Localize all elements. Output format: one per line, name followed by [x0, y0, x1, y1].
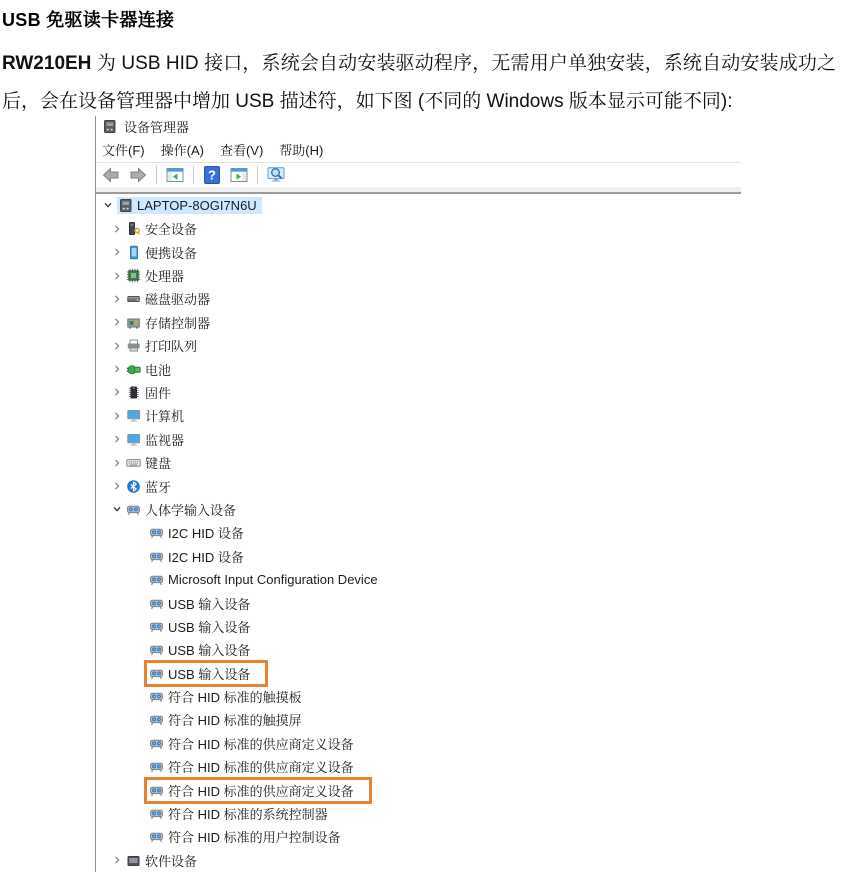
tree-item-label: 符合 HID 标准的系统控制器: [168, 807, 328, 823]
tree-item[interactable]: [96, 311, 741, 334]
storage-controller-icon: [126, 315, 141, 330]
tree-item-label: 监视器: [145, 432, 185, 448]
tree-item-label: 符合 HID 标准的供应商定义设备: [168, 736, 354, 752]
forward-arrow-icon[interactable]: [126, 164, 150, 186]
chevron-right-icon[interactable]: [112, 247, 122, 257]
highlight-box: [144, 660, 268, 687]
tree-item[interactable]: [96, 240, 741, 263]
hid-icon: [149, 666, 164, 681]
tree-item[interactable]: [96, 498, 741, 521]
tree-item[interactable]: [96, 685, 741, 708]
hid-icon: [149, 736, 164, 751]
chevron-right-icon[interactable]: [112, 481, 122, 491]
chevron-spacer: [135, 809, 145, 819]
device-manager-icon: [102, 119, 117, 134]
device-manager-window: [95, 116, 741, 872]
tree-item-label: 人体学输入设备: [145, 502, 237, 518]
chevron-spacer: [135, 551, 145, 561]
chevron-spacer: [135, 762, 145, 772]
chevron-right-icon[interactable]: [112, 294, 122, 304]
tree-item[interactable]: [96, 194, 741, 217]
tree-item-label: 便携设备: [145, 245, 198, 261]
tree-item-label: LAPTOP-8OGI7N6U: [137, 197, 257, 213]
window-titlebar: [96, 116, 741, 138]
tree-item-label: 固件: [145, 385, 172, 401]
chevron-right-icon[interactable]: [112, 855, 122, 865]
hid-icon: [149, 549, 164, 564]
chevron-right-icon[interactable]: [112, 317, 122, 327]
tree-item-label: 安全设备: [145, 222, 198, 238]
page-title: USB 免驱读卡器连接: [2, 10, 175, 30]
chevron-right-icon[interactable]: [112, 434, 122, 444]
chevron-spacer: [135, 621, 145, 631]
hid-icon: [149, 572, 164, 587]
tree-item[interactable]: [96, 474, 741, 497]
keyboard-icon: [126, 455, 141, 470]
hid-icon: [126, 502, 141, 517]
chevron-right-icon[interactable]: [112, 224, 122, 234]
hid-icon: [149, 806, 164, 821]
portable-device-icon: [126, 245, 141, 260]
console-tree-icon[interactable]: [163, 164, 187, 186]
tree-item[interactable]: [96, 521, 741, 544]
toolbar-separator: [257, 166, 258, 184]
help-icon[interactable]: [200, 164, 224, 186]
action-pane-icon[interactable]: [227, 164, 251, 186]
tree-item-label: 存储控制器: [145, 315, 211, 331]
chevron-right-icon[interactable]: [112, 411, 122, 421]
tree-item-label: 软件设备: [145, 853, 198, 869]
hid-icon: [149, 596, 164, 611]
chevron-down-icon[interactable]: [112, 504, 122, 514]
tree-item-label: USB 输入设备: [168, 596, 251, 612]
menu-item[interactable]: 操作(A): [160, 143, 204, 159]
tree-item[interactable]: [96, 451, 741, 474]
tree-item[interactable]: [96, 849, 741, 872]
tree-item-label: 计算机: [145, 409, 185, 425]
highlight-box: [144, 777, 372, 804]
body-paragraph: [2, 45, 836, 121]
tree-item-label: USB 输入设备: [168, 643, 251, 659]
paragraph-text: 为 USB HID 接口，系统会自动安装驱动程序，无需用户单独安装，系统自动安装成功之后，会在设备管理器中增加 USB 描述符，如下图 (不同的 Windows 版本显示可能不同):: [2, 53, 836, 112]
tree-item-label: I2C HID 设备: [168, 549, 244, 565]
chevron-right-icon[interactable]: [112, 364, 122, 374]
scan-hardware-icon[interactable]: [264, 164, 288, 186]
chevron-spacer: [135, 738, 145, 748]
chevron-spacer: [135, 832, 145, 842]
chevron-right-icon[interactable]: [112, 341, 122, 351]
hid-icon: [149, 783, 164, 798]
processor-icon: [126, 268, 141, 283]
toolbar: [96, 162, 741, 187]
hid-icon: [149, 525, 164, 540]
tree-item[interactable]: [96, 755, 741, 778]
tree-item[interactable]: [96, 825, 741, 848]
menu-item[interactable]: 文件(F): [102, 143, 145, 159]
tree-item[interactable]: [96, 591, 741, 614]
tree-item[interactable]: [96, 615, 741, 638]
tree-item[interactable]: [96, 381, 741, 404]
menu-item[interactable]: 查看(V): [219, 143, 264, 159]
tree-item-label: 符合 HID 标准的供应商定义设备: [168, 760, 354, 776]
chevron-spacer: [135, 692, 145, 702]
menu-item[interactable]: 帮助(H): [279, 143, 324, 159]
hid-icon: [149, 712, 164, 727]
printer-icon: [126, 338, 141, 353]
selected-highlight: [117, 197, 262, 214]
svg-text:?: ?: [208, 167, 216, 183]
tree-item[interactable]: [96, 428, 741, 451]
toolbar-separator: [193, 166, 194, 184]
tree-item-label: 符合 HID 标准的触摸屏: [168, 713, 302, 729]
disk-drive-icon: [126, 291, 141, 306]
back-arrow-icon[interactable]: [99, 164, 123, 186]
menu-bar: [96, 138, 741, 162]
computer-icon: [118, 198, 133, 213]
hid-icon: [149, 642, 164, 657]
tree-item-label: 打印队列: [145, 339, 198, 355]
tree-item-label: 符合 HID 标准的用户控制设备: [168, 830, 341, 846]
hid-icon: [149, 829, 164, 844]
tree-item-label: 符合 HID 标准的触摸板: [168, 690, 302, 706]
tree-item-label: I2C HID 设备: [168, 526, 244, 542]
tree-item-label: 键盘: [145, 456, 172, 472]
bluetooth-icon: [126, 479, 141, 494]
chevron-right-icon[interactable]: [112, 458, 122, 468]
chevron-spacer: [135, 645, 145, 655]
battery-icon: [126, 362, 141, 377]
monitor-icon: [126, 432, 141, 447]
tree-item[interactable]: [96, 287, 741, 310]
chevron-spacer: [135, 528, 145, 538]
chevron-spacer: [135, 598, 145, 608]
chevron-down-icon[interactable]: [103, 200, 113, 210]
tree-item[interactable]: [96, 802, 741, 825]
toolbar-separator: [156, 166, 157, 184]
software-device-icon: [126, 853, 141, 868]
tree-item[interactable]: [96, 732, 741, 755]
tree-item-label: USB 输入设备: [168, 619, 251, 635]
security-device-icon: [126, 221, 141, 236]
chevron-spacer: [135, 575, 145, 585]
tree-item-label: 磁盘驱动器: [145, 292, 211, 308]
tree-item[interactable]: [96, 357, 741, 380]
hid-icon: [149, 689, 164, 704]
tree-item-label: 蓝牙: [145, 479, 172, 495]
hid-icon: [149, 619, 164, 634]
device-tree: [96, 194, 741, 872]
tree-item-label: Microsoft Input Configuration Device: [168, 572, 378, 588]
firmware-icon: [126, 385, 141, 400]
tree-item-label: 处理器: [145, 269, 185, 285]
tree-item[interactable]: [96, 217, 741, 240]
tree-item[interactable]: [96, 334, 741, 357]
tree-item-label: 电池: [145, 362, 172, 378]
tree-item[interactable]: [96, 778, 741, 801]
hid-icon: [149, 759, 164, 774]
chevron-right-icon[interactable]: [112, 271, 122, 281]
chevron-right-icon[interactable]: [112, 387, 122, 397]
tree-item-label: USB 输入设备: [168, 666, 251, 682]
product-name: RW210EH: [2, 53, 92, 74]
tree-item[interactable]: [96, 638, 741, 661]
window-title: 设备管理器: [124, 120, 190, 136]
chevron-spacer: [135, 715, 145, 725]
tree-item[interactable]: [96, 545, 741, 568]
tree-item[interactable]: [96, 264, 741, 287]
monitor-icon: [126, 408, 141, 423]
tree-item[interactable]: [96, 708, 741, 731]
tree-item-label: 符合 HID 标准的供应商定义设备: [168, 783, 354, 799]
tree-item[interactable]: [96, 568, 741, 591]
tree-item[interactable]: [96, 661, 741, 684]
tree-item[interactable]: [96, 404, 741, 427]
toolbar-bottom-rule: [96, 187, 741, 194]
